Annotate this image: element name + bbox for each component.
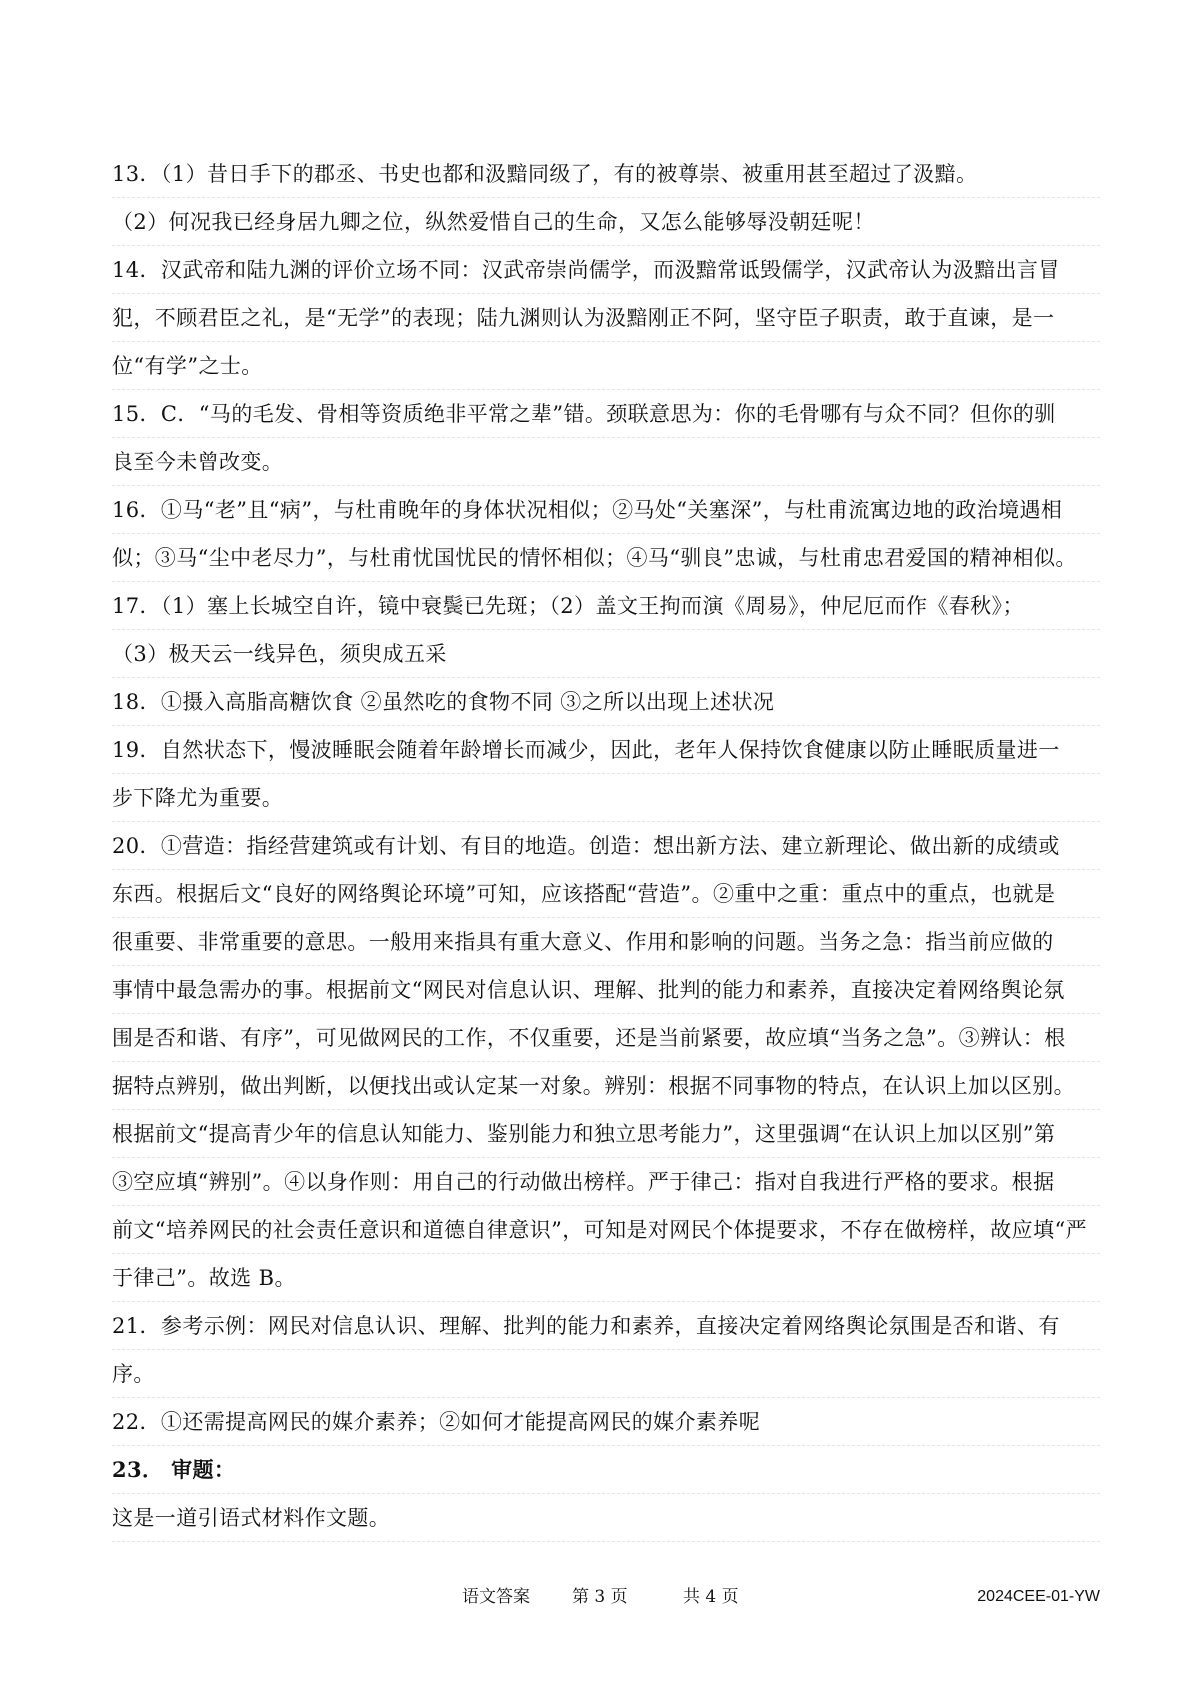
text-line: 13．（1）昔日手下的郡丞、书史也都和汲黯同级了，有的被尊崇、被重用甚至超过了汲黯。 <box>112 150 1100 198</box>
text-line: 良至今未曾改变。 <box>112 438 1100 486</box>
text-line: 于律己”。故选 B。 <box>112 1254 1100 1302</box>
text-line: 围是否和谐、有序”，可见做网民的工作，不仅重要，还是当前紧要，故应填“当务之急”。③辨认：根 <box>112 1014 1100 1062</box>
text-line: 东西。根据后文“良好的网络舆论环境”可知，应该搭配“营造”。②重中之重：重点中的重点，也就是 <box>112 870 1100 918</box>
text-line: 这是一道引语式材料作文题。 <box>112 1494 1100 1542</box>
answer-body <box>112 150 1100 1542</box>
text-line: （3）极天云一线异色，须臾成五采 <box>112 630 1100 678</box>
footer-page-number: 第 3 页 <box>572 1587 628 1607</box>
text-line: 20．①营造：指经营建筑或有计划、有目的地造。创造：想出新方法、建立新理论、做出新的成绩或 <box>112 822 1100 870</box>
text-line: 14．汉武帝和陆九渊的评价立场不同：汉武帝崇尚儒学，而汲黯常诋毁儒学，汉武帝认为汲黯出言冒 <box>112 246 1100 294</box>
footer-exam-code: 2024CEE-01-YW <box>977 1588 1100 1605</box>
text-line: 步下降尤为重要。 <box>112 774 1100 822</box>
text-line: 17．（1）塞上长城空自许，镜中衰鬓已先斑；（2）盖文王拘而演《周易》，仲尼厄而作《春秋》； <box>112 582 1100 630</box>
text-line: 前文“培养网民的社会责任意识和道德自律意识”，可知是对网民个体提要求，不存在做榜样，故应填“严 <box>112 1206 1100 1254</box>
text-line: 19．自然状态下，慢波睡眠会随着年龄增长而减少，因此，老年人保持饮食健康以防止睡眠质量进一 <box>112 726 1100 774</box>
text-line: 很重要、非常重要的意思。一般用来指具有重大意义、作用和影响的问题。当务之急：指当前应做的 <box>112 918 1100 966</box>
essay-heading: 23． 审题： <box>112 1446 1100 1494</box>
text-line: 16．①马“老”且“病”，与杜甫晚年的身体状况相似；②马处“关塞深”，与杜甫流寓边地的政治境遇相 <box>112 486 1100 534</box>
text-line: 犯，不顾君臣之礼，是“无学”的表现；陆九渊则认为汲黯刚正不阿，坚守臣子职责，敢于直谏，是一 <box>112 294 1100 342</box>
text-line: （2）何况我已经身居九卿之位，纵然爱惜自己的生命，又怎么能够辱没朝廷呢！ <box>112 198 1100 246</box>
text-line: 似；③马“尘中老尽力”，与杜甫忧国忧民的情怀相似；④马“驯良”忠诚，与杜甫忠君爱国的精神相似。 <box>112 534 1100 582</box>
text-line: ③空应填“辨别”。④以身作则：用自己的行动做出榜样。严于律己：指对自我进行严格的要求。根据 <box>112 1158 1100 1206</box>
page-footer <box>0 1582 1200 1612</box>
text-line: 根据前文“提高青少年的信息认知能力、鉴别能力和独立思考能力”，这里强调“在认识上加以区别”第 <box>112 1110 1100 1158</box>
footer-subject: 语文答案 <box>462 1587 530 1607</box>
text-line: 据特点辨别，做出判断，以便找出或认定某一对象。辨别：根据不同事物的特点，在认识上加以区别。 <box>112 1062 1100 1110</box>
text-line: 18．①摄入高脂高糖饮食 ②虽然吃的食物不同 ③之所以出现上述状况 <box>112 678 1100 726</box>
footer-total-pages: 共 4 页 <box>683 1587 739 1607</box>
text-line: 22．①还需提高网民的媒介素养；②如何才能提高网民的媒介素养呢 <box>112 1398 1100 1446</box>
text-line: 位“有学”之士。 <box>112 342 1100 390</box>
text-line: 15．C．“马的毛发、骨相等资质绝非平常之辈”错。颈联意思为：你的毛骨哪有与众不同？但你的驯 <box>112 390 1100 438</box>
text-line: 序。 <box>112 1350 1100 1398</box>
text-line: 事情中最急需办的事。根据前文“网民对信息认识、理解、批判的能力和素养，直接决定着网络舆论氛 <box>112 966 1100 1014</box>
text-line: 21．参考示例：网民对信息认识、理解、批判的能力和素养，直接决定着网络舆论氛围是否和谐、有 <box>112 1302 1100 1350</box>
